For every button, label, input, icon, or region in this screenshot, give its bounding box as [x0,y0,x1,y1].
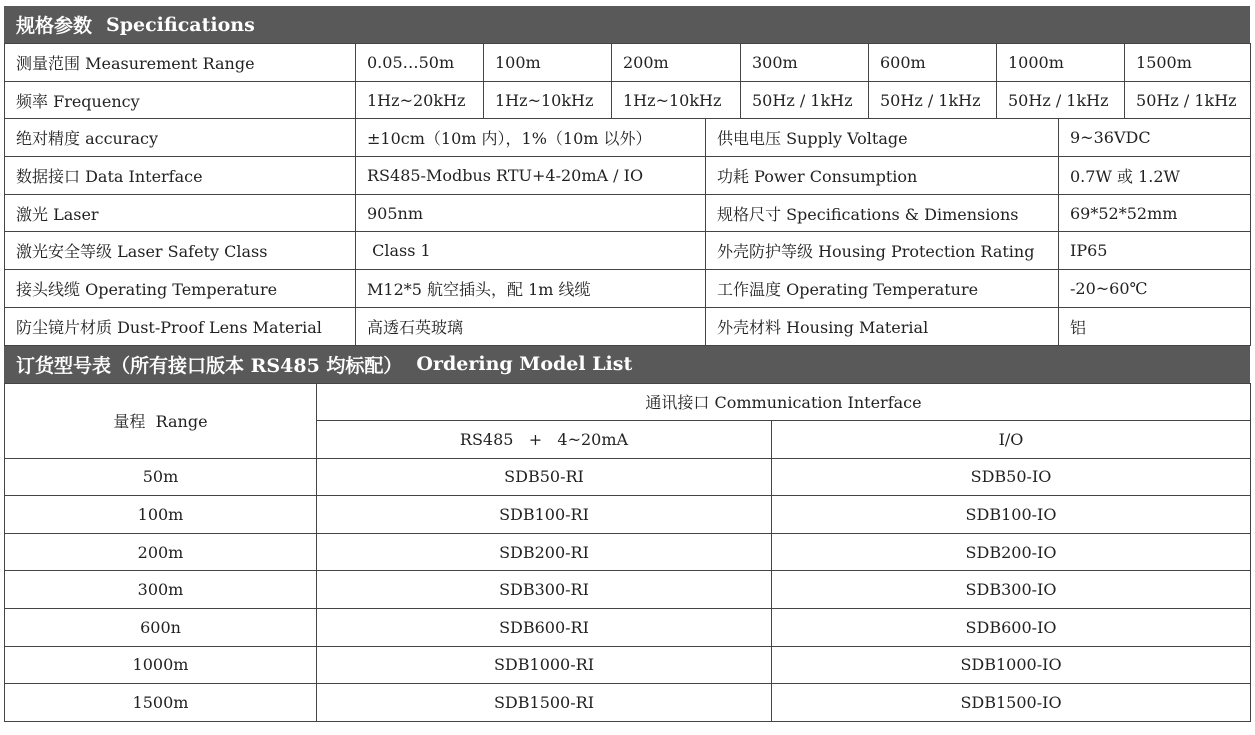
ri-model-cell: SDB1500-RI [317,684,772,722]
spec-section-header [4,6,1250,43]
spec-value-secondary: 69*52*52mm [1059,194,1251,232]
spec-value: M12*5 航空插头，配 1m 线缆 [356,270,706,308]
spec-row [5,194,1251,232]
range-value: 1500m [1125,44,1251,82]
table-row [5,684,1251,722]
spec-row [5,270,1251,308]
io-model-cell: SDB100-IO [772,496,1251,534]
spec-row [5,307,1251,345]
frequency-value: 1Hz~20kHz [356,81,484,119]
spec-label: 绝对精度 accuracy [5,119,356,157]
table-row [5,571,1251,609]
frequency-value: 1Hz~10kHz [612,81,741,119]
spec-row [5,157,1251,195]
order-header-en: Ordering Model List [416,353,633,375]
range-cell: 300m [5,571,317,609]
range-cell: 100m [5,496,317,534]
range-value: 1000m [997,44,1125,82]
spec-row-range [5,44,1251,82]
table-row [5,609,1251,647]
io-model-cell: SDB1000-IO [772,646,1251,684]
spec-row-frequency [5,81,1251,119]
spec-label: 防尘镜片材质 Dust-Proof Lens Material [5,307,356,345]
table-row [5,458,1251,496]
table-row [5,646,1251,684]
frequency-value: 1Hz~10kHz [484,81,612,119]
order-section-header [4,346,1250,383]
spec-header-en: Specifications [106,13,255,36]
rs485-column-header: RS485 + 4~20mA [317,421,772,459]
table-row [5,496,1251,534]
range-cell: 1000m [5,646,317,684]
range-cell: 200m [5,533,317,571]
spec-row [5,232,1251,270]
frequency-value: 50Hz / 1kHz [997,81,1125,119]
io-model-cell: SDB200-IO [772,533,1251,571]
order-header-cn: 订货型号表（所有接口版本 RS485 均标配） [16,354,403,377]
spec-value: RS485-Modbus RTU+4-20mA / IO [356,157,706,195]
spec-label-secondary: 供电电压 Supply Voltage [706,119,1059,157]
frequency-value: 50Hz / 1kHz [1125,81,1251,119]
interface-column-header: 通讯接口 Communication Interface [317,383,1251,421]
range-cell: 50m [5,458,317,496]
ri-model-cell: SDB300-RI [317,571,772,609]
io-model-cell: SDB600-IO [772,609,1251,647]
range-column-header: 量程 Range [5,383,317,458]
io-model-cell: SDB50-IO [772,458,1251,496]
spec-label: 频率 Frequency [5,81,356,119]
ri-model-cell: SDB50-RI [317,458,772,496]
range-cell: 600n [5,609,317,647]
spec-value: 高透石英玻璃 [356,307,706,345]
spec-row [5,119,1251,157]
spec-value-secondary: IP65 [1059,232,1251,270]
io-column-header: I/O [772,421,1251,459]
ri-model-cell: SDB200-RI [317,533,772,571]
range-cell: 1500m [5,684,317,722]
spec-value-secondary: -20~60℃ [1059,270,1251,308]
spec-header-cn: 规格参数 [16,15,93,37]
table-row [5,533,1251,571]
ri-model-cell: SDB1000-RI [317,646,772,684]
spec-label: 激光安全等级 Laser Safety Class [5,232,356,270]
range-value: 600m [869,44,997,82]
spec-label-secondary: 外壳材料 Housing Material [706,307,1059,345]
spec-label-secondary: 规格尺寸 Specifications & Dimensions [706,194,1059,232]
spec-value: 905nm [356,194,706,232]
spec-label-secondary: 功耗 Power Consumption [706,157,1059,195]
io-model-cell: SDB1500-IO [772,684,1251,722]
spec-label: 接头线缆 Operating Temperature [5,270,356,308]
spec-value-secondary: 0.7W 或 1.2W [1059,157,1251,195]
ri-model-cell: SDB100-RI [317,496,772,534]
document [4,6,1250,722]
spec-label-secondary: 外壳防护等级 Housing Protection Rating [706,232,1059,270]
range-value: 200m [612,44,741,82]
ordering-table [4,383,1251,722]
range-value: 100m [484,44,612,82]
ri-model-cell: SDB600-RI [317,609,772,647]
spec-label-secondary: 工作温度 Operating Temperature [706,270,1059,308]
range-value: 300m [741,44,869,82]
range-value: 0.05…50m [356,44,484,82]
spec-value: ±10cm（10m 内），1%（10m 以外） [356,119,706,157]
spec-label: 测量范围 Measurement Range [5,44,356,82]
io-model-cell: SDB300-IO [772,571,1251,609]
frequency-value: 50Hz / 1kHz [741,81,869,119]
frequency-value: 50Hz / 1kHz [869,81,997,119]
spec-value-secondary: 9~36VDC [1059,119,1251,157]
spec-value-secondary: 铝 [1059,307,1251,345]
spec-table [4,43,1251,346]
spec-label: 数据接口 Data Interface [5,157,356,195]
spec-value: Class 1 [356,232,706,270]
spec-label: 激光 Laser [5,194,356,232]
ordering-header-row [5,383,1251,421]
